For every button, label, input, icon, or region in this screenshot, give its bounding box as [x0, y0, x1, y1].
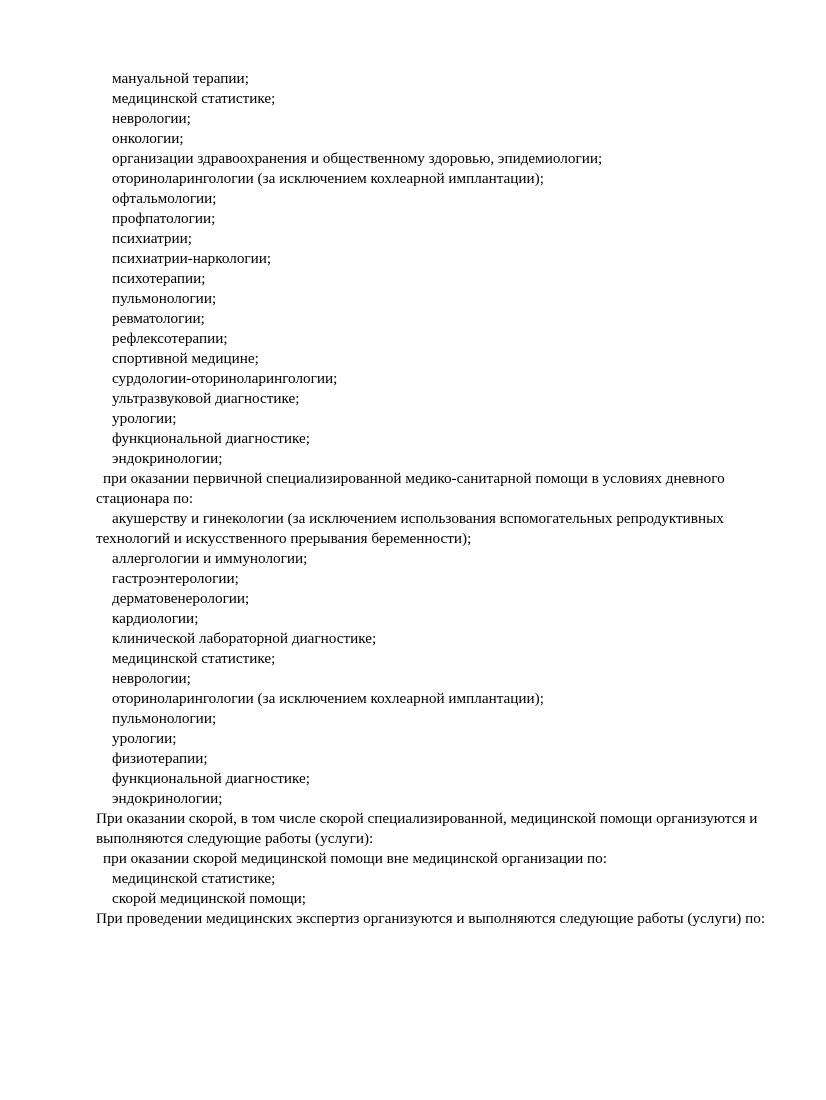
list-item: организации здравоохранения и общественному здоровью, эпидемиологии; [112, 150, 603, 167]
list-item: неврологии; [112, 670, 191, 687]
list-item: психиатрии-наркологии; [112, 250, 272, 267]
list-item: кардиологии; [112, 610, 199, 627]
list-item: урологии; [112, 410, 177, 427]
list-item: офтальмологии; [112, 190, 217, 207]
list-item: функциональной диагностике; [112, 430, 310, 447]
list-item: медицинской статистике; [112, 870, 276, 887]
list-item: профпатологии; [112, 210, 216, 227]
paragraph: При оказании скорой, в том числе скорой специализированной, медицинской помощи организуются и выполняются следующие работы (услуги): [96, 810, 762, 847]
list-item: неврологии; [112, 110, 191, 127]
list-item: пульмонологии; [112, 710, 217, 727]
list-item: спортивной медицине; [112, 350, 259, 367]
list-item: клинической лабораторной диагностике; [112, 630, 377, 647]
list-item: психотерапии; [112, 270, 206, 287]
list-item: мануальной терапии; [112, 70, 249, 87]
list-item: медицинской статистике; [112, 650, 276, 667]
list-item: гастроэнтерологии; [112, 570, 239, 587]
list-item: пульмонологии; [112, 290, 217, 307]
list-item: ультразвуковой диагностике; [112, 390, 300, 407]
list-item: ревматологии; [112, 310, 205, 327]
document-text-body [96, 69, 796, 929]
list-item: медицинской статистике; [112, 90, 276, 107]
list-item: урологии; [112, 730, 177, 747]
list-item: эндокринологии; [112, 790, 223, 807]
list-item: сурдологии-оториноларингологии; [112, 370, 338, 387]
list-item: онкологии; [112, 130, 184, 147]
list-item: психиатрии; [112, 230, 192, 247]
paragraph: При проведении медицинских экспертиз организуются и выполняются следующие работы (услуги) по: [96, 910, 766, 927]
list-item: рефлексотерапии; [112, 330, 228, 347]
paragraph: при оказании первичной специализированной медико-санитарной помощи в условиях дневного стационара по: [96, 470, 729, 507]
paragraph: акушерству и гинекологии (за исключением использования вспомогательных репродуктивных технологий и искусственного прерывания беременности); [96, 510, 728, 547]
list-item: физиотерапии; [112, 750, 208, 767]
list-item: аллергологии и иммунологии; [112, 550, 308, 567]
list-item: эндокринологии; [112, 450, 223, 467]
list-item: скорой медицинской помощи; [112, 890, 306, 907]
list-item: функциональной диагностике; [112, 770, 310, 787]
paragraph: при оказании скорой медицинской помощи вне медицинской организации по: [103, 850, 607, 867]
list-item: дерматовенерологии; [112, 590, 250, 607]
list-item: оториноларингологии (за исключением кохлеарной имплантации); [112, 690, 544, 707]
list-item: оториноларингологии (за исключением кохлеарной имплантации); [112, 170, 544, 187]
